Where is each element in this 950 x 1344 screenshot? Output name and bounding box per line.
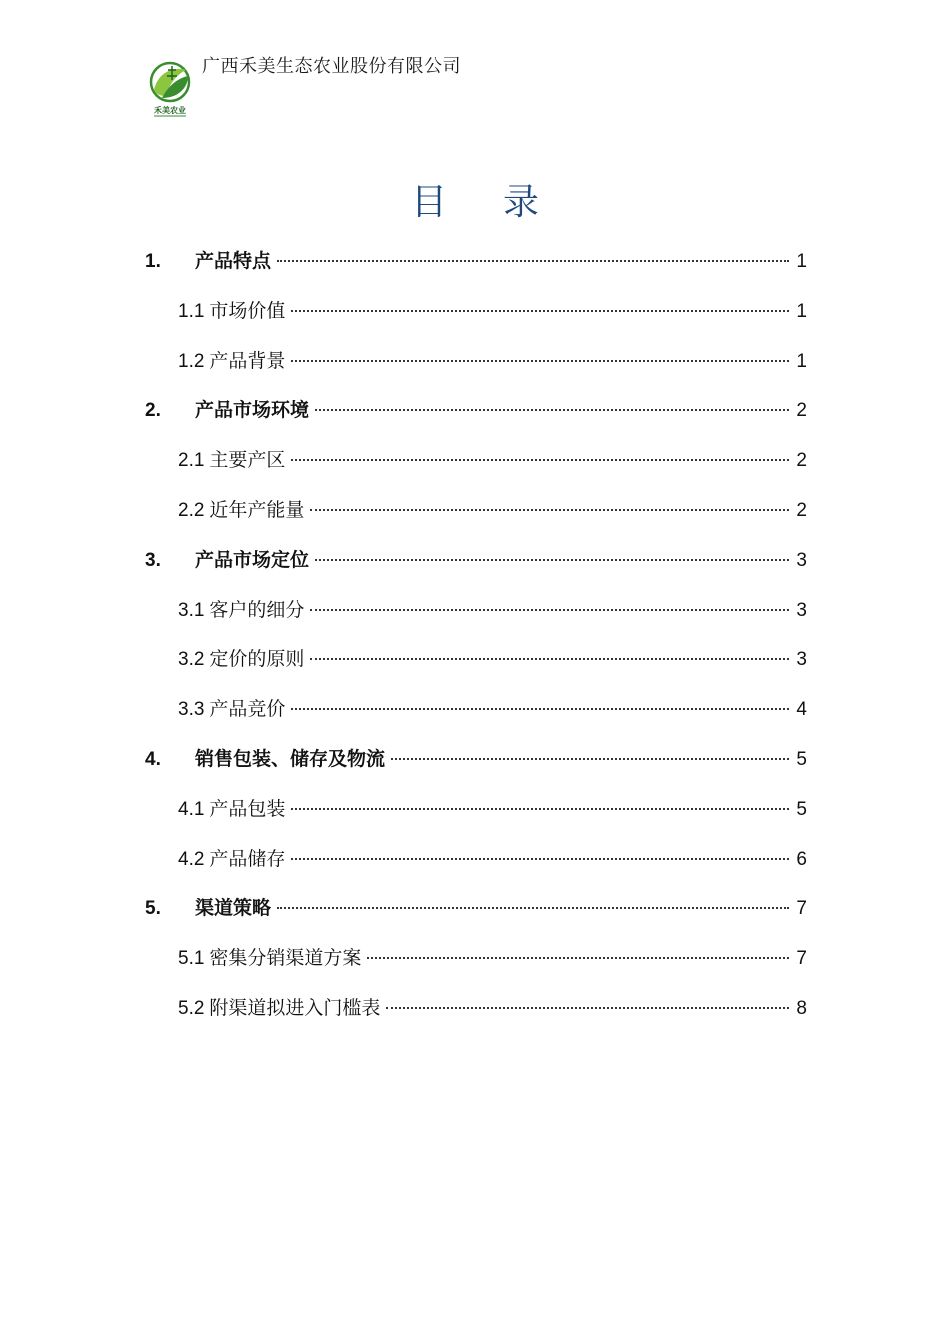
toc-entry-number: 4. — [145, 749, 161, 770]
toc-dot-leader — [315, 559, 789, 561]
toc-entry-label: 产品市场定位 — [195, 548, 310, 571]
toc-dot-leader — [277, 260, 789, 262]
toc-dot-leader — [291, 459, 789, 461]
toc-page-number: 7 — [796, 898, 807, 920]
toc-entry-number: 5.1 — [178, 948, 205, 970]
toc-entry-number: 2. — [145, 400, 161, 422]
toc-entry-number: 5. — [145, 898, 161, 920]
toc-entry-label: 销售包装、储存及物流 — [195, 748, 386, 770]
toc-entry-label: 产品储存 — [209, 847, 286, 870]
toc-page-number: 5 — [796, 749, 807, 770]
logo-text: 禾美农业 — [154, 106, 186, 115]
toc-dot-leader — [310, 658, 789, 660]
toc-dot-leader — [367, 957, 789, 959]
page-header — [148, 50, 808, 120]
toc-page-number: 3 — [796, 549, 807, 571]
toc-section-entry[interactable] — [178, 445, 807, 475]
toc-dot-leader — [291, 360, 789, 362]
toc-entry-label: 密集分销渠道方案 — [209, 947, 362, 970]
toc-entry-label: 市场价值 — [209, 299, 286, 322]
toc-section-entry[interactable] — [178, 844, 807, 874]
toc-entry-label: 产品包装 — [209, 797, 286, 820]
toc-dot-leader — [310, 609, 789, 611]
toc-page-number: 5 — [796, 798, 807, 820]
toc-chapter-entry[interactable] — [145, 246, 807, 276]
toc-dot-leader — [310, 509, 789, 511]
toc-section-entry[interactable] — [178, 644, 807, 674]
page-title: 目录 — [410, 182, 595, 223]
toc-entry-label: 渠道策略 — [195, 897, 272, 920]
company-logo-icon — [148, 60, 196, 118]
toc-entry-number: 1.2 — [178, 350, 205, 372]
toc-chapter-entry[interactable] — [145, 744, 807, 774]
toc-dot-leader — [391, 758, 789, 760]
toc-entry-number: 3.2 — [178, 649, 205, 671]
toc-entry-number: 1. — [145, 251, 161, 272]
toc-page-number: 3 — [796, 599, 807, 621]
toc-section-entry[interactable] — [178, 694, 807, 724]
toc-entry-number: 1.1 — [178, 300, 205, 322]
toc-chapter-entry[interactable] — [145, 395, 807, 425]
toc-dot-leader — [291, 310, 789, 312]
toc-page-number: 6 — [796, 848, 807, 870]
toc-page-number: 7 — [796, 948, 807, 970]
toc-entry-number: 2.1 — [178, 450, 205, 472]
toc-page-number: 2 — [796, 400, 807, 422]
toc-entry-number: 5.2 — [178, 998, 205, 1019]
toc-entry-number: 3.1 — [178, 599, 205, 621]
toc-entry-label: 附渠道拟进入门槛表 — [209, 997, 381, 1019]
toc-entry-label: 产品特点 — [195, 250, 272, 272]
toc-entry-label: 近年产能量 — [209, 499, 305, 521]
company-name: 广西禾美生态农业股份有限公司 — [202, 56, 461, 77]
toc-entry-label: 主要产区 — [209, 449, 286, 472]
toc-dot-leader — [291, 708, 789, 710]
toc-entry-label: 产品竞价 — [209, 698, 286, 721]
toc-section-entry[interactable] — [178, 495, 807, 525]
toc-entry-label: 产品市场环境 — [195, 399, 310, 422]
toc-page-number: 3 — [796, 649, 807, 671]
toc-entry-number: 4.1 — [178, 798, 205, 820]
toc-section-entry[interactable] — [178, 794, 807, 824]
toc-entry-number: 4.2 — [178, 848, 205, 870]
toc-dot-leader — [277, 907, 789, 909]
toc-entry-number: 2.2 — [178, 500, 205, 521]
toc-page-number: 2 — [796, 450, 807, 472]
toc-page-number: 1 — [796, 300, 807, 322]
toc-dot-leader — [291, 808, 789, 810]
toc-chapter-entry[interactable] — [145, 545, 807, 575]
toc-entry-number: 3.3 — [178, 699, 205, 721]
toc-dot-leader — [315, 409, 789, 411]
toc-section-entry[interactable] — [178, 296, 807, 326]
toc-dot-leader — [291, 858, 789, 860]
toc-dot-leader — [386, 1007, 789, 1009]
toc-entry-label: 客户的细分 — [209, 598, 305, 621]
toc-chapter-entry[interactable] — [145, 893, 807, 923]
toc-page-number: 2 — [796, 500, 807, 521]
toc-entry-label: 产品背景 — [209, 349, 286, 372]
toc-section-entry[interactable] — [178, 595, 807, 625]
toc-page-number: 1 — [796, 251, 807, 272]
toc-section-entry[interactable] — [178, 993, 807, 1023]
toc-entry-number: 3. — [145, 549, 161, 571]
toc-page-number: 1 — [796, 350, 807, 372]
toc-entry-label: 定价的原则 — [209, 648, 305, 671]
toc-section-entry[interactable] — [178, 346, 807, 376]
toc-page-number: 4 — [796, 699, 807, 721]
toc-page-number: 8 — [796, 998, 807, 1019]
toc-section-entry[interactable] — [178, 943, 807, 973]
